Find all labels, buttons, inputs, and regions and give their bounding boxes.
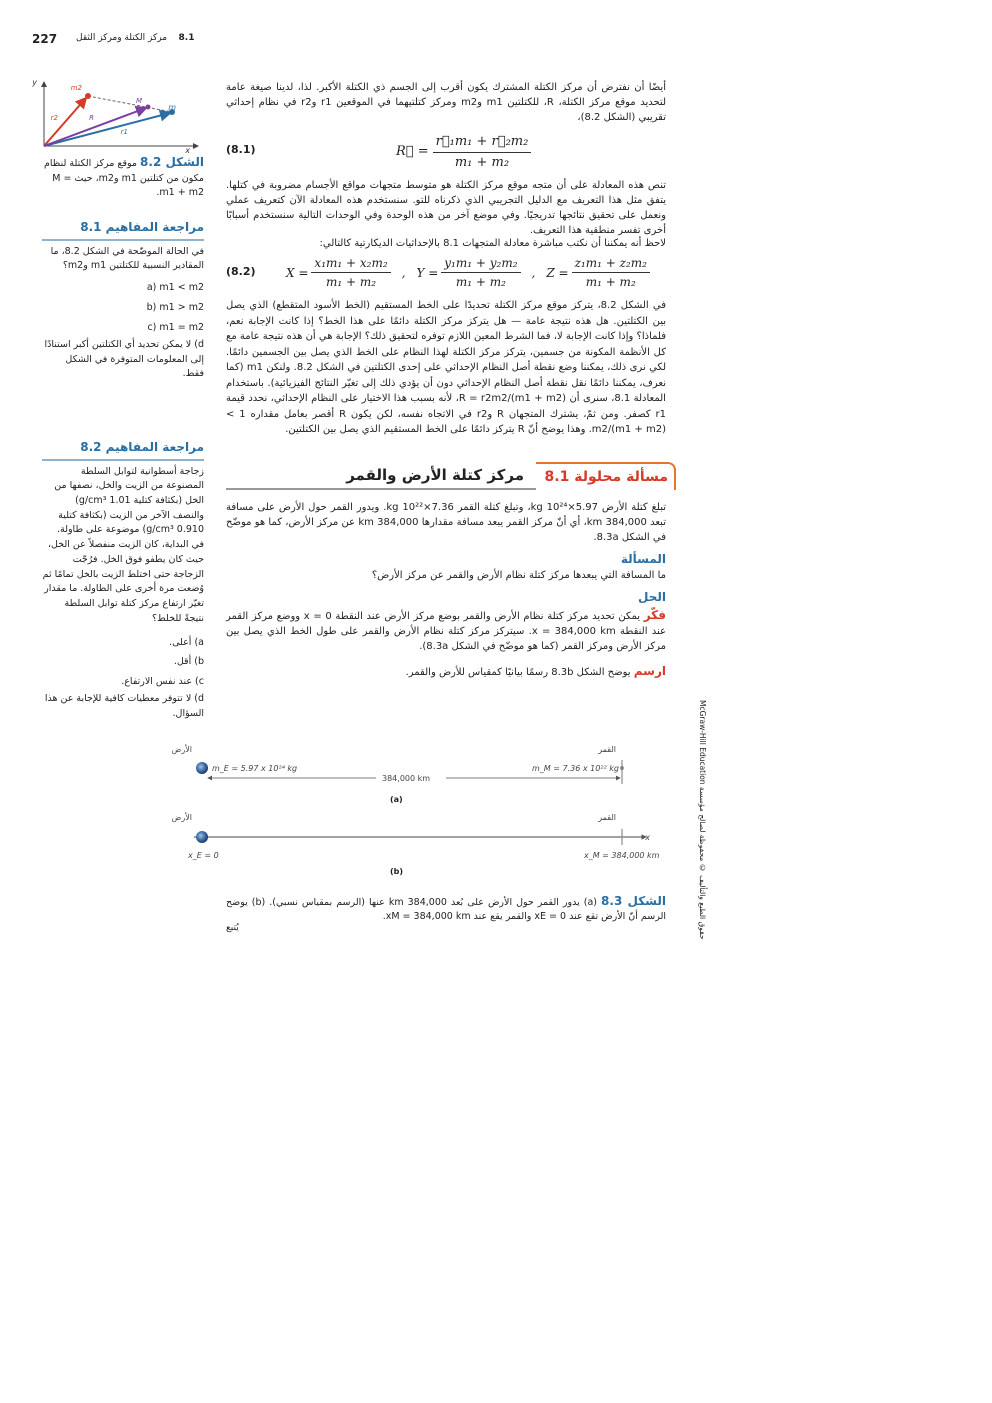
- figure-8-3: [171, 740, 664, 880]
- m-label: m: [168, 103, 176, 112]
- eq1-lhs: R⃗ =: [396, 144, 429, 160]
- part-a-label: (a): [390, 795, 403, 804]
- option-c[interactable]: c) عند نفس الارتفاع.: [121, 676, 204, 688]
- concept-check-8-1: [42, 218, 204, 382]
- option-d[interactable]: d) لا تتوفر معطيات كافية للإجابة عن هذا السؤال.: [44, 693, 204, 720]
- section-title: مركز الكتلة ومركز الثقل: [76, 33, 168, 43]
- problem-question: [226, 550, 666, 583]
- equation-8-2-number: (8.2): [226, 265, 256, 278]
- solution-heading: الحل: [638, 590, 666, 604]
- R-label: R: [89, 114, 94, 122]
- figure-8-2-diagram: [32, 78, 204, 155]
- concept-check-8-1-heading: مراجعة المفاهيم 8.1: [80, 220, 204, 234]
- question-heading: المسألة: [620, 552, 666, 566]
- eq2-y-lhs: Y =: [416, 265, 439, 280]
- intro-paragraph: أيضًا أن نفترض أن مركز الكتلة المشترك يكون أقرب إلى الجسم ذي الكتلة الأكبر. لذا، لدينا صيغة عامة لتحديد موقع مركز الكتلة، R، للكتلتين m1 وm2 ومركز كتلتيهما في الموقعين r1 وr2 في نظام إحداثي تقريبي (الشكل 8.2)،: [226, 82, 666, 123]
- problem-label: مسألة محلولة 8.1: [544, 469, 668, 485]
- center-of-mass-dot: [146, 105, 151, 110]
- problem-label-box: [536, 462, 676, 490]
- figure-8-2-caption-text: موقع مركز الكتلة لنظام مكون من كتلتين m1 وm2، حيث M = m1 + m2.: [44, 158, 204, 199]
- publisher-copyright-text: حقوق الطبع والتأليف © محفوظة لصالح مؤسسة McGraw-Hill Education: [698, 700, 707, 940]
- x-axis-label: x: [185, 146, 190, 155]
- option-a[interactable]: a) m1 < m2: [146, 282, 204, 294]
- part-b-label: (b): [390, 867, 404, 876]
- x-axis-label-b: x: [645, 833, 650, 842]
- problem-statement: تبلغ كتلة الأرض 5.97×10²⁴ kg، وتبلغ كتلة القمر 7.36×10²² kg. ويدور القمر حول الأرض على مسافة تبعد 384,000 km، أي أنّ مركز القمر يبعد مسافة مقدارها 384,000 km عن مركز الأرض، كما هو موضّح في الشكل 8.3a.: [226, 502, 666, 543]
- continued-note: يُتبع: [226, 923, 239, 933]
- eq2-y-fraction: [441, 254, 520, 291]
- eq2-z-fraction: [572, 254, 650, 291]
- concept-check-8-2: [42, 438, 204, 722]
- think-text: يمكن تحديد مركز كتلة نظام الأرض والقمر بوضع مركز الأرض عند النقطة x = 0 ووضع مركز القمر عند النقطة x = 384,000 km. سيتركز مركز كتلة نظام الأرض والقمر على طول الخط الذي يصل بين مركز الأرض ومركز القمر (كما هو موضّح في الشكل 8.3a).: [226, 611, 666, 652]
- concept-check-8-2-question: زجاجة أسطوانية لتوابل السلطة المصنوعة من الزيت والخل، نصفها من الخل (بكثافة كتلية 1.01 g/cm³) والنصف الآخر من الزيت (بكثافة كتلية 0.910 g/cm³) موضوعة على طاولة. في البداية، كان الزيت منفصلاً عن الخل، حيث كان يطفو فوق الخل. فرُجّت الزجاجة حتى اختلط الزيت بالخل تمامًا ثم وُضعت مرة أخرى على الطاولة. ما مقدار تغيّر ارتفاع مركز كتلة توابل السلطة نتيجةً للخلط؟: [42, 465, 204, 624]
- equation-8-1-body: [396, 132, 531, 172]
- option-c[interactable]: c) m1 = m2: [147, 321, 204, 333]
- question-text: ما المسافة التي يبعدها مركز كتلة نظام الأرض والقمر عن مركز الأرض؟: [371, 570, 666, 581]
- moon-label-b: القمر: [598, 813, 616, 822]
- moon-label-a: القمر: [598, 745, 616, 754]
- eq2-y-denominator: m₁ + m₂: [455, 275, 506, 289]
- sketch-label: ارسم: [633, 664, 666, 678]
- r1-vector: [44, 113, 170, 146]
- m2-label: m2: [70, 84, 82, 92]
- eq2-z-numerator: z₁m₁ + z₂m₂: [572, 254, 650, 273]
- eq1-fraction: [433, 132, 532, 172]
- mass-m2-dot: [85, 93, 91, 99]
- equation-8-2-body: X = $\frac{\text{x₁m₁ + x₂m₂}}{\text{m₁ + m₂}}$ , Y = $\frac{\text{y₁m₁ + y₂m₂}}{\text{m₁ + m₂}}$ , Z = $\frac{\text{z₁m₁ + z₂m₂}}{\text{m₁ + m₂}}$: [286, 254, 650, 291]
- equation-8-2: [226, 254, 666, 290]
- option-b[interactable]: b) أقل.: [173, 656, 204, 668]
- page-number: 227: [32, 32, 58, 46]
- running-header: [76, 32, 194, 46]
- eq1-denominator: m₁ + m₂: [454, 154, 510, 170]
- concept-check-8-1-question: في الحالة الموضّحة في الشكل 8.2، ما المقادير النسبية للكتلتين m1 وm2؟: [50, 245, 204, 272]
- paragraph-2: تنص هذه المعادلة على أن متجه موقع مركز الكتلة هو متوسط متجهات مواقع الأجسام مضروبة في كتلها. يتفق مثل هذا التعريف مع الدليل التجريبي الذي ذكرناه للتو. سنستخدم هذه المعادلة الآن كتعريف عملي ونعمل على تحقيق نتائجها تدريجيًا. وفي موضع آخر من هذه الوحدة وفي الوحدات التالية سنستخدم أسبابًا أخرى تفسر منطقية هذا التعريف.: [226, 180, 666, 236]
- section-number: 8.1: [178, 33, 195, 43]
- earth-mass-label: m_E = 5.97 x 10²⁴ kg: [212, 764, 298, 773]
- figure-8-3-caption-text: (a) يدور القمر حول الأرض على بُعد 384,000 km عنها (الرسم بمقياس نسبي). (b) يوضح الرسم أنّ الأرض تقع عند xE = 0 والقمر يقع عند xM = 384,000 km.: [226, 897, 666, 923]
- figure-8-3-diagram: [171, 740, 664, 880]
- problem-title-box: [226, 462, 536, 490]
- eq2-z-denominator: m₁ + m₂: [585, 275, 636, 289]
- think-label: فكّر: [643, 608, 666, 622]
- r1-label: r1: [120, 128, 128, 136]
- sketch-step: [226, 662, 666, 680]
- problem-solution: [226, 588, 666, 654]
- moon-position-label: x_M = 384,000 km: [584, 851, 660, 860]
- figure-8-3-caption-label: الشكل 8.3: [601, 894, 666, 908]
- concept-check-8-1-rule: [42, 239, 204, 241]
- figure-8-2-caption: [42, 153, 204, 201]
- r2-label: r2: [50, 114, 58, 122]
- sketch-text: يوضح الشكل 8.3b رسمًا بيانيًا كمقياس للأرض والقمر.: [405, 667, 631, 678]
- eq2-x-fraction: [311, 254, 390, 291]
- eq1-numerator: r⃗₁m₁ + r⃗₂m₂: [433, 132, 532, 153]
- eq2-x-numerator: x₁m₁ + x₂m₂: [311, 254, 390, 273]
- worked-problem-header: [226, 462, 676, 490]
- eq2-x-denominator: m₁ + m₂: [326, 275, 377, 289]
- eq2-z-lhs: Z =: [546, 265, 569, 280]
- y-axis-label: y: [32, 78, 37, 87]
- option-a[interactable]: a) أعلى.: [169, 636, 204, 648]
- equation-8-1-number: (8.1): [226, 143, 256, 156]
- concept-check-8-2-rule: [42, 459, 204, 461]
- figure-8-2-caption-label: الشكل 8.2: [140, 155, 204, 169]
- earth-globe-b: [196, 831, 208, 843]
- distance-label: 384,000 km: [382, 774, 431, 783]
- option-d[interactable]: d) لا يمكن تحديد أي الكتلتين أكبر استنادًا إلى المعلومات المتوفرة في الشكل فقط.: [44, 338, 204, 380]
- concept-check-8-1-options: [42, 278, 204, 382]
- figure-8-2: [32, 78, 204, 155]
- eq2-x-lhs: X =: [286, 265, 309, 280]
- option-b[interactable]: b) m1 > m2: [146, 301, 204, 313]
- M-label: M: [135, 97, 142, 105]
- concept-check-8-2-options: [42, 633, 204, 722]
- connecting-dashed-line: [88, 96, 172, 112]
- paragraph-4: في الشكل 8.2، يتركز موقع مركز الكتلة تحديدًا على الخط المستقيم (الخط الأسود المتقطع) الذي يصل بين الكتلتين. هل هذه نتيجة عامة — هل يتركز مركز الكتلة دائمًا على هذا الخط؟ إذا كانت الإجابة نعم، فلماذا؟ وإذا كانت الإجابة لا، فما الشرط المعين اللازم توفره لتحقيق ذلك؟ الإجابة هي أن هذه نتيجة عامة مع كل الأنظمة المكونة من جسمين، يتركز مركز الكتلة لهذا النظام على الخط الذي يصل بين الجسمين دائمًا. لكي نرى ذلك، يمكننا وضع نقطة أصل النظام الإحداثي على إحدى الكتلتين في الشكل 8.2. ولنكن m1 (كما نعرف، يمكننا دائمًا نقل نقطة أصل النظام الإحداثي دون أن يؤدي ذلك إلى تغيّر النتائج الفيزيائية). باستخدام المعادلة 8.1، سنرى أن R = r2m2/(m1 + m2)، لأنه بسبب هذا الاختيار على النظام الإحداثي، نحدد قيمة r1 كصفر. ومن ثمّ، يشترك المتجهان R وr2 في الاتجاه نفسه، لكن يكون R أقصر بعامل مقداره 1 > m2/(m1 + m2). وهذا يوضح أنّ R يتركز دائمًا على الخط المستقيم الذي يصل بين الكتلتين.: [226, 300, 667, 435]
- moon-mass-label: m_M = 7.36 x 10²² kg: [532, 764, 619, 773]
- earth-position-label: x_E = 0: [188, 851, 219, 860]
- paragraph-3: لاحظ أنه يمكننا أن نكتب مباشرة معادلة المتجهات 8.1 بالإحداثيات الديكارتية كالتالي:: [319, 238, 666, 249]
- publisher-copyright: [694, 700, 708, 940]
- earth-label-a: الأرض: [171, 745, 192, 754]
- earth-label-b: الأرض: [171, 813, 192, 822]
- concept-check-8-2-heading: مراجعة المفاهيم 8.2: [80, 440, 204, 454]
- moon-globe-b: [621, 836, 624, 839]
- problem-title: مركز كتلة الأرض والقمر: [346, 466, 524, 484]
- earth-globe-a: [196, 762, 208, 774]
- eq2-y-numerator: y₁m₁ + y₂m₂: [441, 254, 520, 273]
- equation-8-1: [226, 132, 666, 168]
- figure-8-3-caption: [226, 892, 666, 925]
